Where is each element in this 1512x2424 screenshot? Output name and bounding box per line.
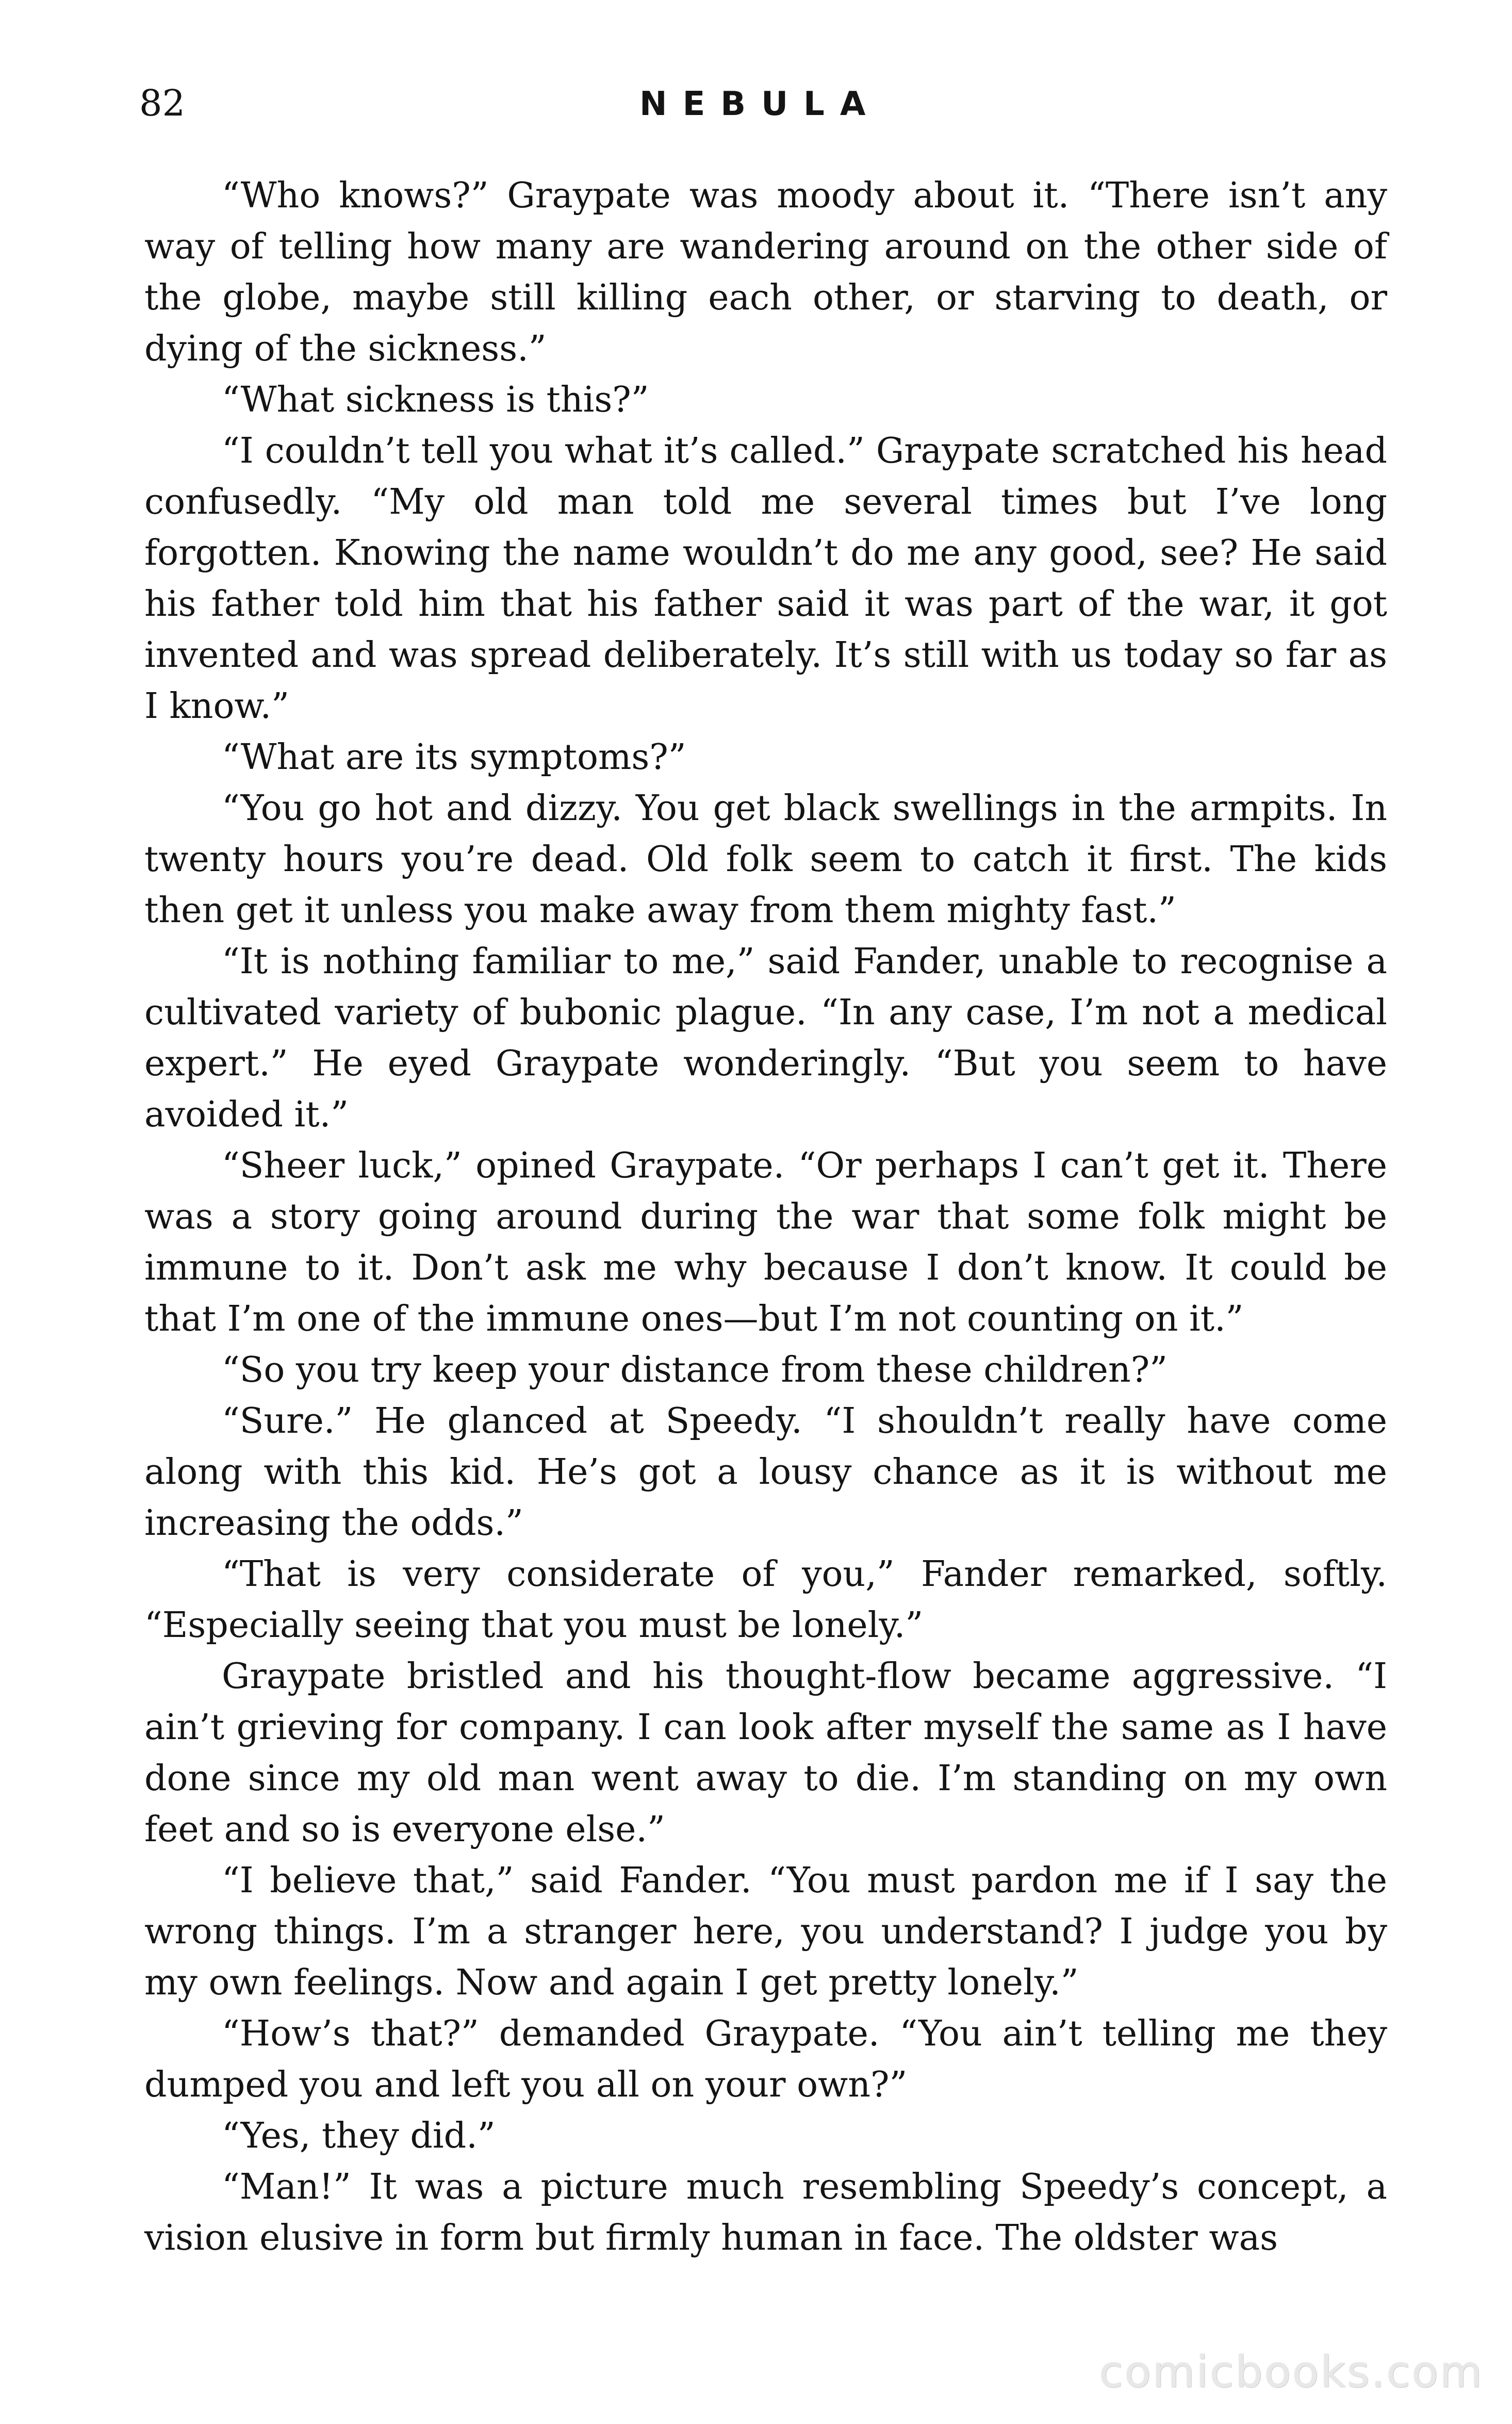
- running-title: NEBULA: [639, 85, 881, 123]
- paragraph: “You go hot and dizzy. You get black swellings in the armpits. In twenty hours you’re dead. Old folk seem to catch it first. The kids then get it unless you make away from them mighty fast.”: [144, 788, 1387, 931]
- paragraph: “Sheer luck,” opined Graypate. “Or perhaps I can’t get it. There was a story going around during the war that some folk might be immune to it. Don’t ask me why because I don’t know. It could be that I’m one of the immune ones—but I’m not counting on it.”: [144, 1145, 1387, 1339]
- paragraph: “Yes, they did.”: [222, 2116, 496, 2156]
- paragraph: “That is very considerate of you,” Fander remarked, softly. “Especially seeing that you must be lonely.”: [144, 1554, 1387, 1646]
- paragraph: “Sure.” He glanced at Speedy. “I shouldn’t really have come along with this kid. He’s got a lousy chance as it is without me increasing the odds.”: [144, 1401, 1387, 1544]
- paragraph: “So you try keep your distance from these children?”: [222, 1350, 1168, 1390]
- paragraph: “How’s that?” demanded Graypate. “You ain’t telling me they dumped you and left you all on your own?”: [144, 2013, 1387, 2105]
- paragraph: “What are its symptoms?”: [222, 737, 686, 778]
- watermark: comicbooks.com: [1099, 2347, 1484, 2397]
- paragraph: “Man!” It was a picture much resembling Speedy’s concept, a vision elusive in form but firmly human in face. The oldster was: [144, 2167, 1387, 2258]
- paragraph: “I couldn’t tell you what it’s called.” Graypate scratched his head confusedly. “My old man told me several times but I’ve long forgotten. Knowing the name wouldn’t do me any good, see? He said his father told him that his father said it was part of the war, it got invented and was spread deliberately. It’s still with us today so far as I know.”: [144, 431, 1387, 727]
- page-number: 82: [139, 82, 186, 124]
- paragraph: “What sickness is this?”: [222, 380, 649, 420]
- paragraph: “It is nothing familiar to me,” said Fander, unable to recognise a cultivated variety of bubonic plague. “In any case, I’m not a medical expert.” He eyed Graypate wonderingly. “But you seem to have avoided it.”: [144, 941, 1387, 1135]
- paragraph: Graypate bristled and his thought-flow became aggressive. “I ain’t grieving for company. I can look after myself the same as I have done since my old man went away to die. I’m standing on my own feet and so is everyone else.”: [144, 1656, 1387, 1850]
- body-text: [144, 170, 1387, 2264]
- paragraph: “I believe that,” said Fander. “You must pardon me if I say the wrong things. I’m a stranger here, you understand? I judge you by my own feelings. Now and again I get pretty lonely.”: [144, 1860, 1387, 2003]
- paragraph: “Who knows?” Graypate was moody about it. “There isn’t any way of telling how many are wandering around on the other side of the globe, maybe still killing each other, or starving to death, or dying of the sickness.”: [144, 175, 1387, 369]
